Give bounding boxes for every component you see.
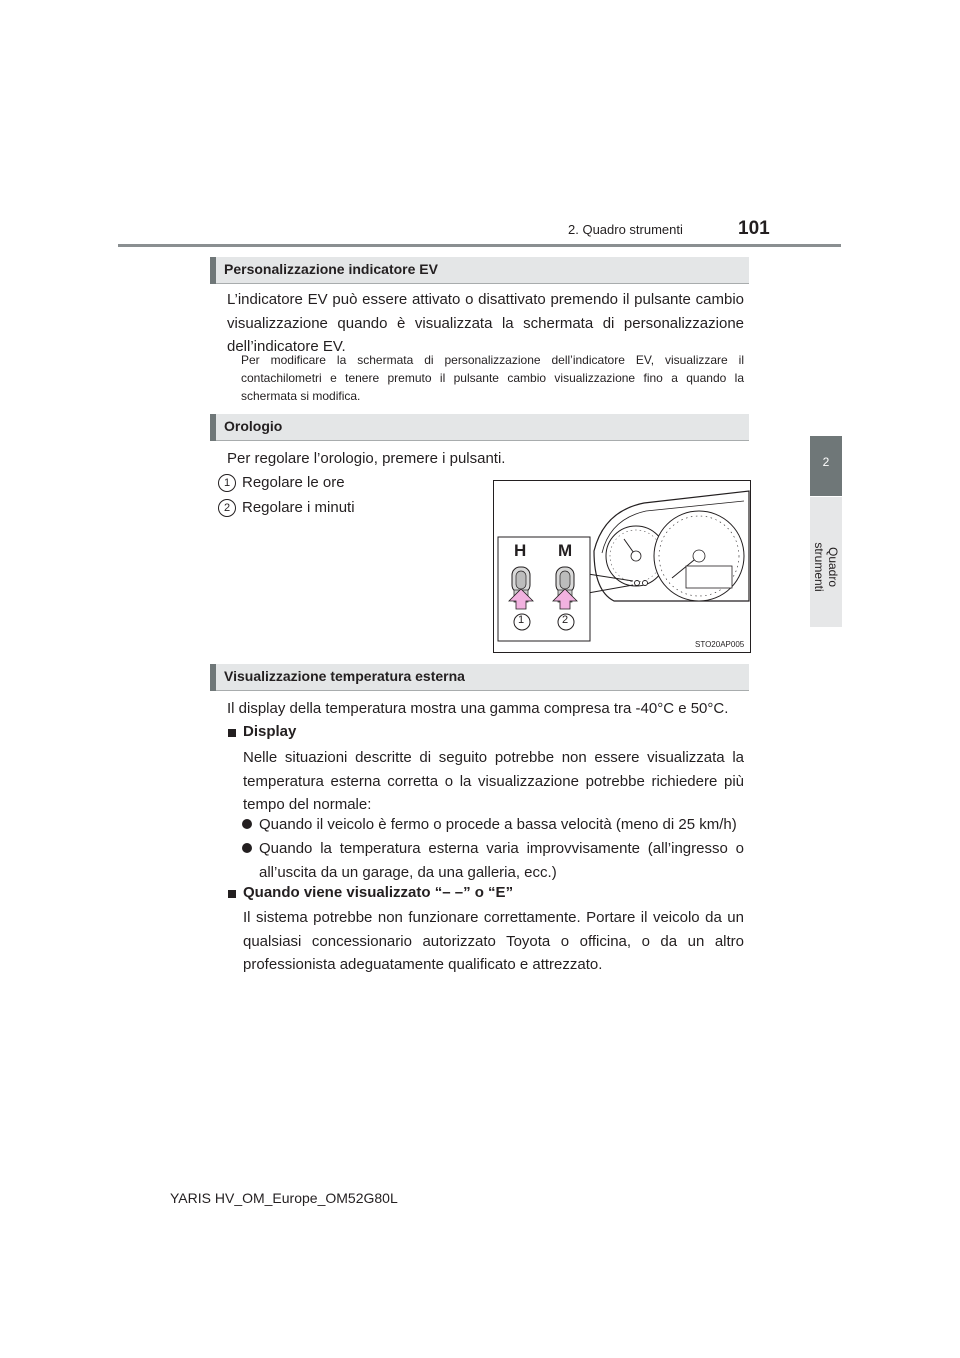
document-code-footer: YARIS HV_OM_Europe_OM52G80L <box>170 1190 398 1206</box>
display-body: Nelle situazioni descritte di seguito potrebbe non essere visualizzata la temperatura esterna corretta o la visualizzazione potrebbe richiedere più tempo del normale: <box>243 749 744 813</box>
display-title: Display <box>243 723 297 740</box>
chapter-side-title: Quadro strumenti <box>812 542 840 592</box>
section-heading-ev <box>210 257 749 284</box>
clock-item-label: Regolare le ore <box>242 474 345 491</box>
figure-callout-1: 1 <box>518 614 525 626</box>
figure-code: STO20AP005 <box>695 640 745 649</box>
section-heading-temperature <box>210 664 749 691</box>
callout-number: 2 <box>218 499 236 517</box>
section-heading-title: Visualizzazione temperatura esterna <box>224 668 465 684</box>
clock-intro: Per regolare l’orologio, premere i pulsanti. <box>227 450 506 467</box>
heading-bar <box>210 414 216 441</box>
round-bullet <box>242 843 252 853</box>
square-bullet <box>228 729 236 737</box>
heading-bar <box>210 664 216 691</box>
square-bullet <box>228 890 236 898</box>
figure-label-m: M <box>558 541 573 560</box>
section-heading-title: Orologio <box>224 418 283 434</box>
running-header-section: 2. Quadro strumenti <box>568 222 683 237</box>
bullet-text: Quando la temperatura esterna varia improvvisamente (all’ingresso o all’uscita da un garage, da una galleria, ecc.) <box>259 840 744 881</box>
instrument-cluster-figure <box>493 480 751 653</box>
chapter-tab-number: 2 <box>810 436 842 496</box>
section-heading-title: Personalizzazione indicatore EV <box>224 261 438 277</box>
error-title: Quando viene visualizzato “– –” o “E” <box>243 884 514 901</box>
figure-callout-2: 2 <box>562 614 569 626</box>
clock-item <box>218 499 236 517</box>
display-subheading <box>227 722 744 746</box>
section-heading-clock <box>210 414 749 441</box>
ev-note: Per modificare la schermata di personalizzazione dell’indicatore EV, visualizzare il contachilometri e tenere premuto il pulsante cambio visualizzazione fino a quando la schermata si modifica. <box>241 353 744 403</box>
header-rule <box>118 244 841 247</box>
cluster-illustration <box>494 481 750 652</box>
ev-body: L’indicatore EV può essere attivato o disattivato premendo il pulsante cambio visualizzazione quando è visualizzata la schermata di personalizzazione dell’indicatore EV. <box>227 291 744 355</box>
callout-number: 1 <box>218 474 236 492</box>
round-bullet <box>242 819 252 829</box>
clock-item <box>218 474 236 492</box>
heading-bar <box>210 257 216 284</box>
page-number: 101 <box>738 218 770 239</box>
bullet-text: Quando il veicolo è fermo o procede a bassa velocità (meno di 25 km/h) <box>259 816 737 833</box>
temperature-intro: Il display della temperatura mostra una gamma compresa tra -40°C e 50°C. <box>227 700 729 717</box>
figure-label-h: H <box>514 541 527 560</box>
error-body: Il sistema potrebbe non funzionare correttamente. Portare il veicolo da un qualsiasi concessionario autorizzato Toyota o officina, o da un altro professionista adeguatamente qualificato e attrezzato. <box>243 909 744 973</box>
clock-item-label: Regolare i minuti <box>242 499 355 516</box>
error-subheading <box>227 883 744 907</box>
